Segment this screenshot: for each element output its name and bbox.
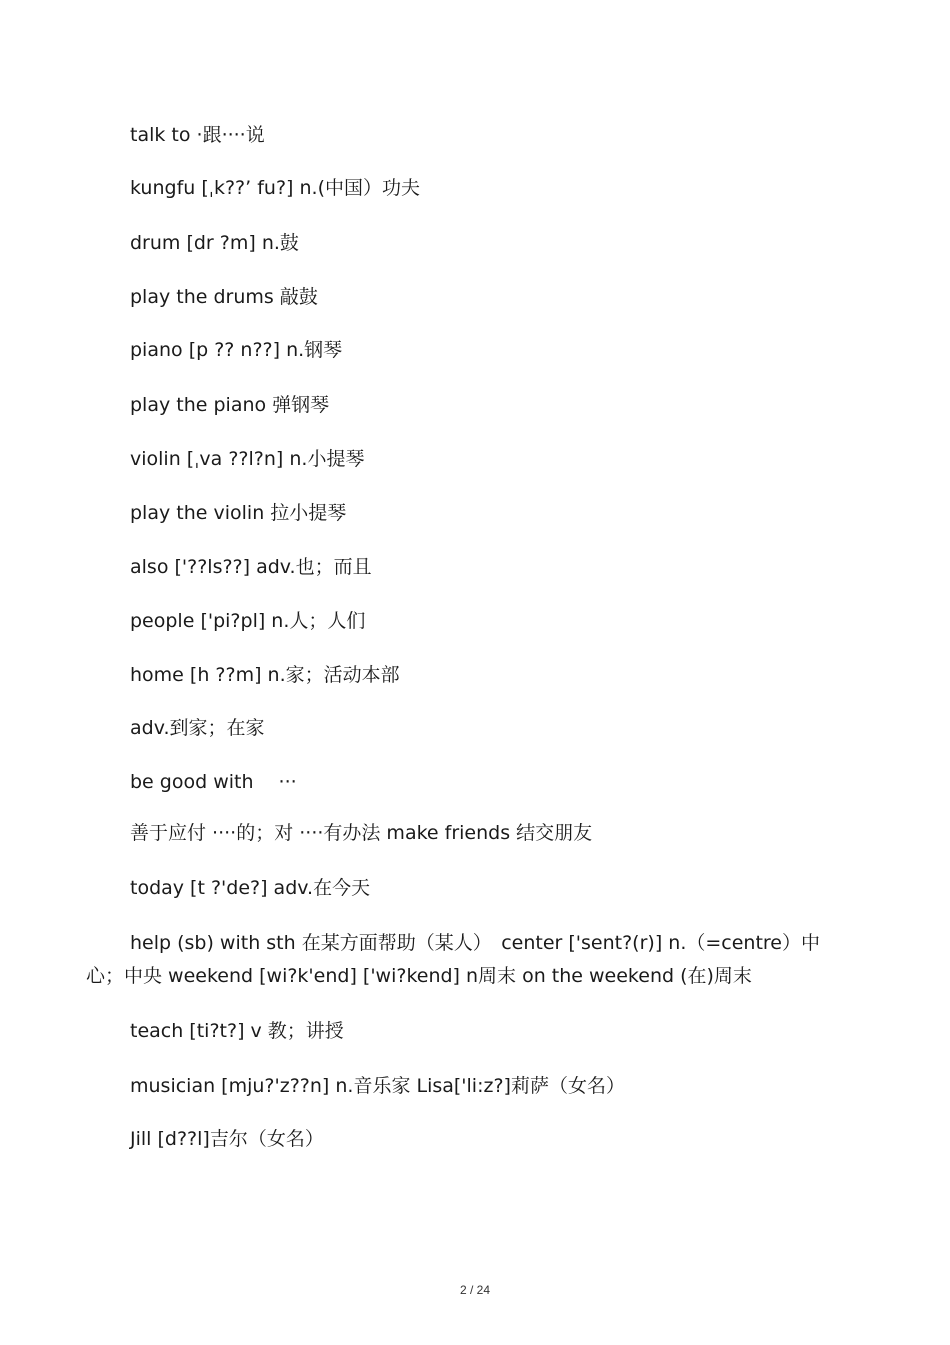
vocab-entry-home: home [h ??m] n.家；活动本部: [130, 664, 400, 686]
vocab-entry-drum: drum [dr ?m] n.鼓: [130, 232, 299, 254]
page-indicator: 2 / 24: [459, 1283, 491, 1297]
vocab-entry-people: people ['pi?pl] n.人；人们: [130, 610, 366, 632]
vocab-entry-kungfu: kungfu [ˌk??’ fu?] n.(中国）功夫: [130, 177, 420, 199]
vocab-entry-help-center: help (sb) with sth 在某方面帮助（某人） center ['sent?(r)] n.（=centre）中: [130, 932, 820, 954]
vocab-entry-musician-lisa: musician [mju?'z??n] n.音乐家 Lisa['li:z?]莉萨（女名）: [130, 1075, 625, 1097]
vocab-entry-teach: teach [ti?t?] v 教；讲授: [130, 1020, 344, 1042]
vocab-entry-violin: violin [ˌva ??l?n] n.小提琴: [130, 448, 365, 470]
vocab-entry-be-good-with: be good with ···: [130, 771, 297, 793]
vocab-entry-play-drums: play the drums 敲鼓: [130, 286, 318, 308]
vocab-entry-center-weekend: 心；中央 weekend [wi?k'end] ['wi?kend] n周末 on the weekend (在)周末: [86, 965, 752, 987]
vocab-entry-jill: Jill [d??l]吉尔（女名）: [130, 1128, 324, 1150]
vocab-entry-be-good-with-meaning: 善于应付 ····的；对 ····有办法 make friends 结交朋友: [130, 822, 593, 844]
vocab-entry-also: also ['??ls??] adv.也；而且: [130, 556, 372, 578]
vocab-entry-play-violin: play the violin 拉小提琴: [130, 502, 347, 524]
vocab-entry-talk-to: talk to ·跟····说: [130, 124, 265, 146]
vocab-entry-piano: piano [p ?? n??] n.钢琴: [130, 339, 343, 361]
vocab-entry-home-adv: adv.到家；在家: [130, 717, 265, 739]
vocab-entry-play-piano: play the piano 弹钢琴: [130, 394, 330, 416]
vocab-entry-today: today [t ?'de?] adv.在今天: [130, 877, 371, 899]
